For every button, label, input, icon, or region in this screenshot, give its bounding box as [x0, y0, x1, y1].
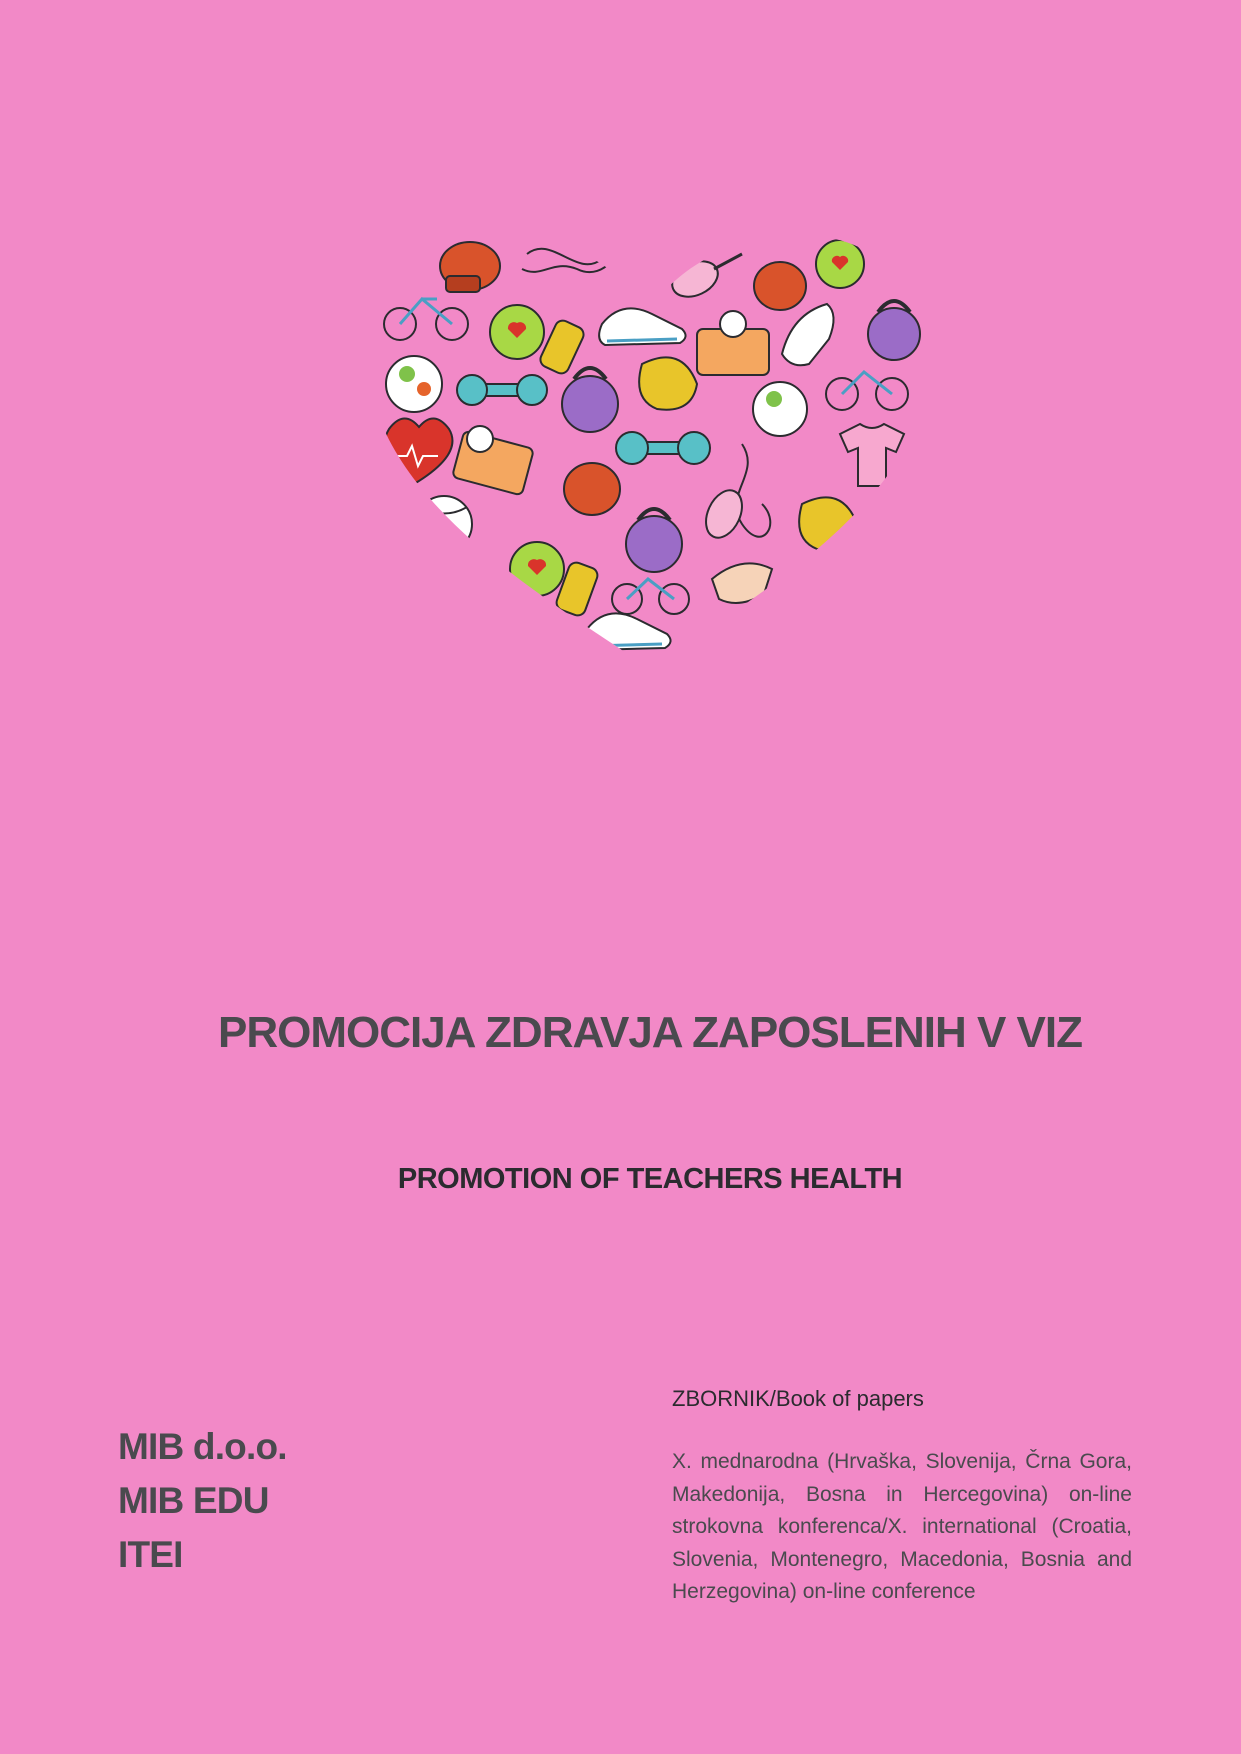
measuring-tape-icon — [639, 357, 697, 409]
publisher-name: MIB EDU — [118, 1480, 269, 1521]
boxing-glove-icon — [564, 463, 620, 515]
tennis-racket-icon — [666, 254, 742, 304]
cover-title: PROMOCIJA ZDRAVJA ZAPOSLENIH V VIZ — [217, 1008, 1082, 1057]
salad-bowl-icon — [753, 382, 807, 436]
book-type-label: ZBORNIK/Book of papers — [672, 1386, 924, 1411]
bicycle-icon — [826, 372, 908, 410]
cover-subtitle: PROMOTION OF TEACHERS HEALTH — [397, 1163, 903, 1195]
kettlebell-icon — [626, 509, 682, 572]
dumbbell-icon — [616, 432, 710, 464]
salad-bowl-icon — [386, 356, 442, 412]
sneaker-icon — [782, 304, 834, 365]
scale-icon — [452, 426, 534, 495]
bicycle-icon — [612, 579, 689, 614]
boxing-glove-icon — [754, 262, 806, 310]
fitness-heart-illustration — [362, 224, 937, 674]
measuring-tape-icon — [799, 497, 857, 549]
bicycle-icon — [384, 299, 468, 340]
kettlebell-icon — [868, 301, 920, 360]
jump-rope-icon — [522, 249, 613, 272]
t-shirt-icon — [840, 424, 904, 486]
publisher-name: ITEI — [118, 1534, 183, 1575]
apple-icon — [510, 542, 564, 596]
kettlebell-icon — [562, 368, 618, 432]
tennis-racket-icon — [699, 485, 749, 544]
boxing-glove-icon — [440, 242, 500, 292]
conference-description: X. mednarodna (Hrvaška, Slovenija, Črna Gora, Makedonija, Bosna in Hercegovina) on-line strokovna konferenca/X. international (Croatia, Slovenia, Montenegro, Macedonia, Bosnia and Herzegovina) on-line conference — [672, 1450, 1132, 1603]
measuring-tape-icon — [712, 563, 772, 603]
heart-rate-icon — [385, 418, 453, 484]
publisher-name: MIB d.o.o. — [118, 1426, 287, 1467]
apple-icon — [490, 305, 544, 359]
sneaker-icon — [584, 613, 670, 650]
sneaker-icon — [599, 308, 685, 345]
volleyball-icon — [416, 496, 472, 552]
jump-rope-icon — [736, 444, 770, 537]
apple-icon — [816, 233, 864, 288]
dumbbell-icon — [457, 375, 547, 405]
publisher-list — [118, 1420, 287, 1582]
water-bottle-icon — [538, 318, 586, 376]
scale-icon — [697, 311, 769, 375]
